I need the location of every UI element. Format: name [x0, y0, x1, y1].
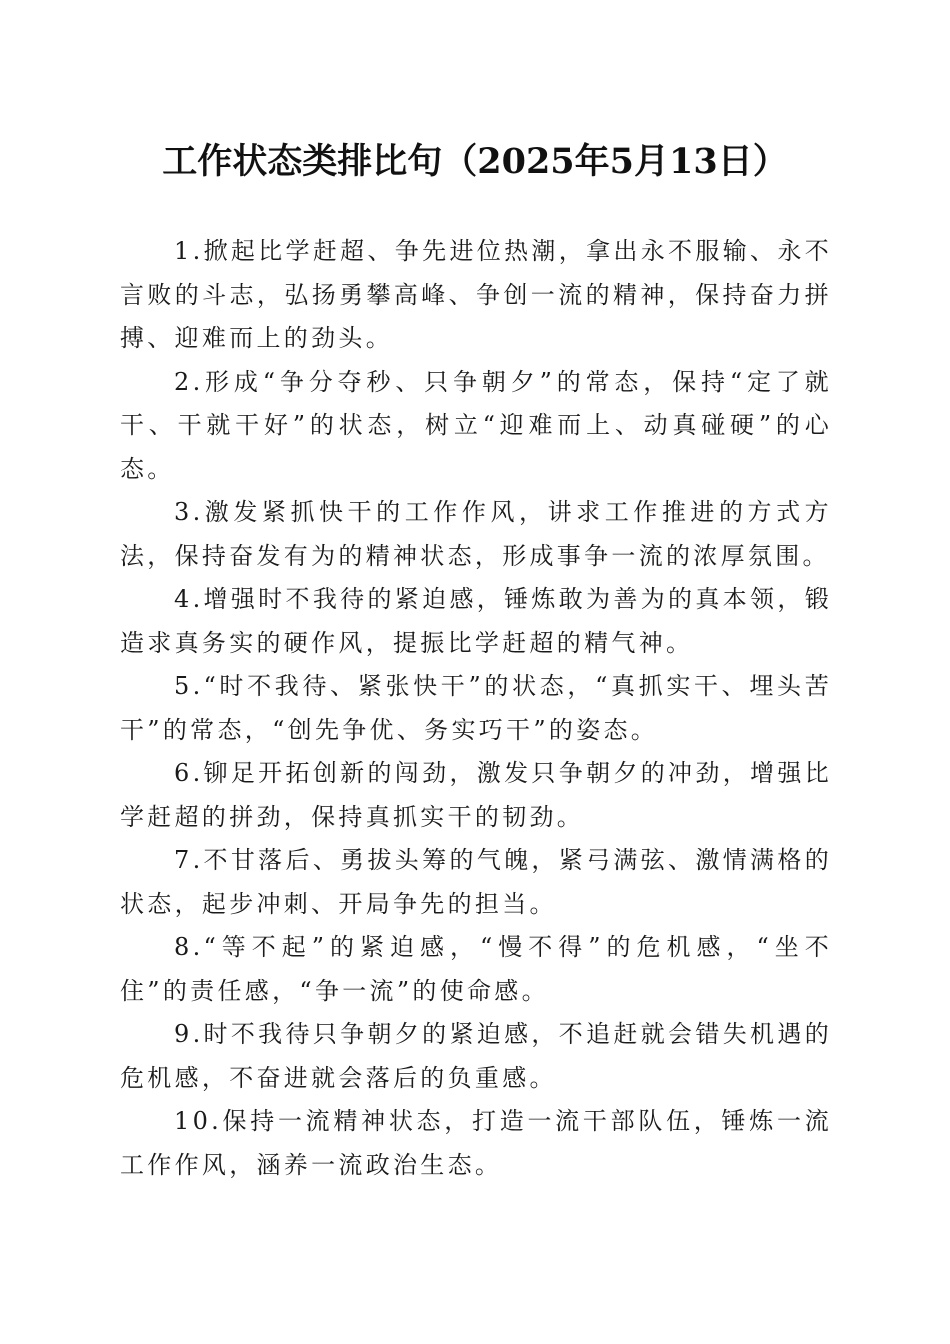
paragraph-7: 7.不甘落后、勇拔头筹的气魄，紧弓满弦、激情满格的状态，起步冲刺、开局争先的担当。 — [120, 846, 832, 918]
document-title: 工作状态类排比句（2025年5月13日） — [162, 141, 788, 182]
paragraph-10: 10.保持一流精神状态，打造一流干部队伍，锤炼一流工作作风，涵养一流政治生态。 — [120, 1107, 832, 1179]
paragraph-9: 9.时不我待只争朝夕的紧迫感，不追赶就会错失机遇的危机感，不奋进就会落后的负重感。 — [120, 1020, 832, 1092]
paragraph-2: 2.形成“争分夺秒、只争朝夕”的常态，保持“定了就干、干就干好”的状态，树立“迎难而上、动真碰硬”的心态。 — [120, 367, 832, 483]
document-body — [120, 230, 832, 1187]
paragraph-3: 3.激发紧抓快干的工作作风，讲求工作推进的方式方法，保持奋发有为的精神状态，形成事争一流的浓厚氛围。 — [120, 498, 832, 570]
paragraph-5: 5.“时不我待、紧张快干”的状态，“真抓实干、埋头苦干”的常态，“创先争优、务实巧干”的姿态。 — [120, 672, 832, 744]
paragraph-4: 4.增强时不我待的紧迫感，锤炼敢为善为的真本领，锻造求真务实的硬作风，提振比学赶超的精气神。 — [120, 585, 832, 657]
paragraph-6: 6.铆足开拓创新的闯劲，激发只争朝夕的冲劲，增强比学赶超的拼劲，保持真抓实干的韧劲。 — [120, 759, 832, 831]
paragraph-1: 1.掀起比学赶超、争先进位热潮，拿出永不服输、永不言败的斗志，弘扬勇攀高峰、争创一流的精神，保持奋力拼搏、迎难而上的劲头。 — [120, 237, 832, 352]
paragraph-8: 8.“等不起”的紧迫感，“慢不得”的危机感，“坐不住”的责任感，“争一流”的使命感。 — [120, 933, 832, 1005]
